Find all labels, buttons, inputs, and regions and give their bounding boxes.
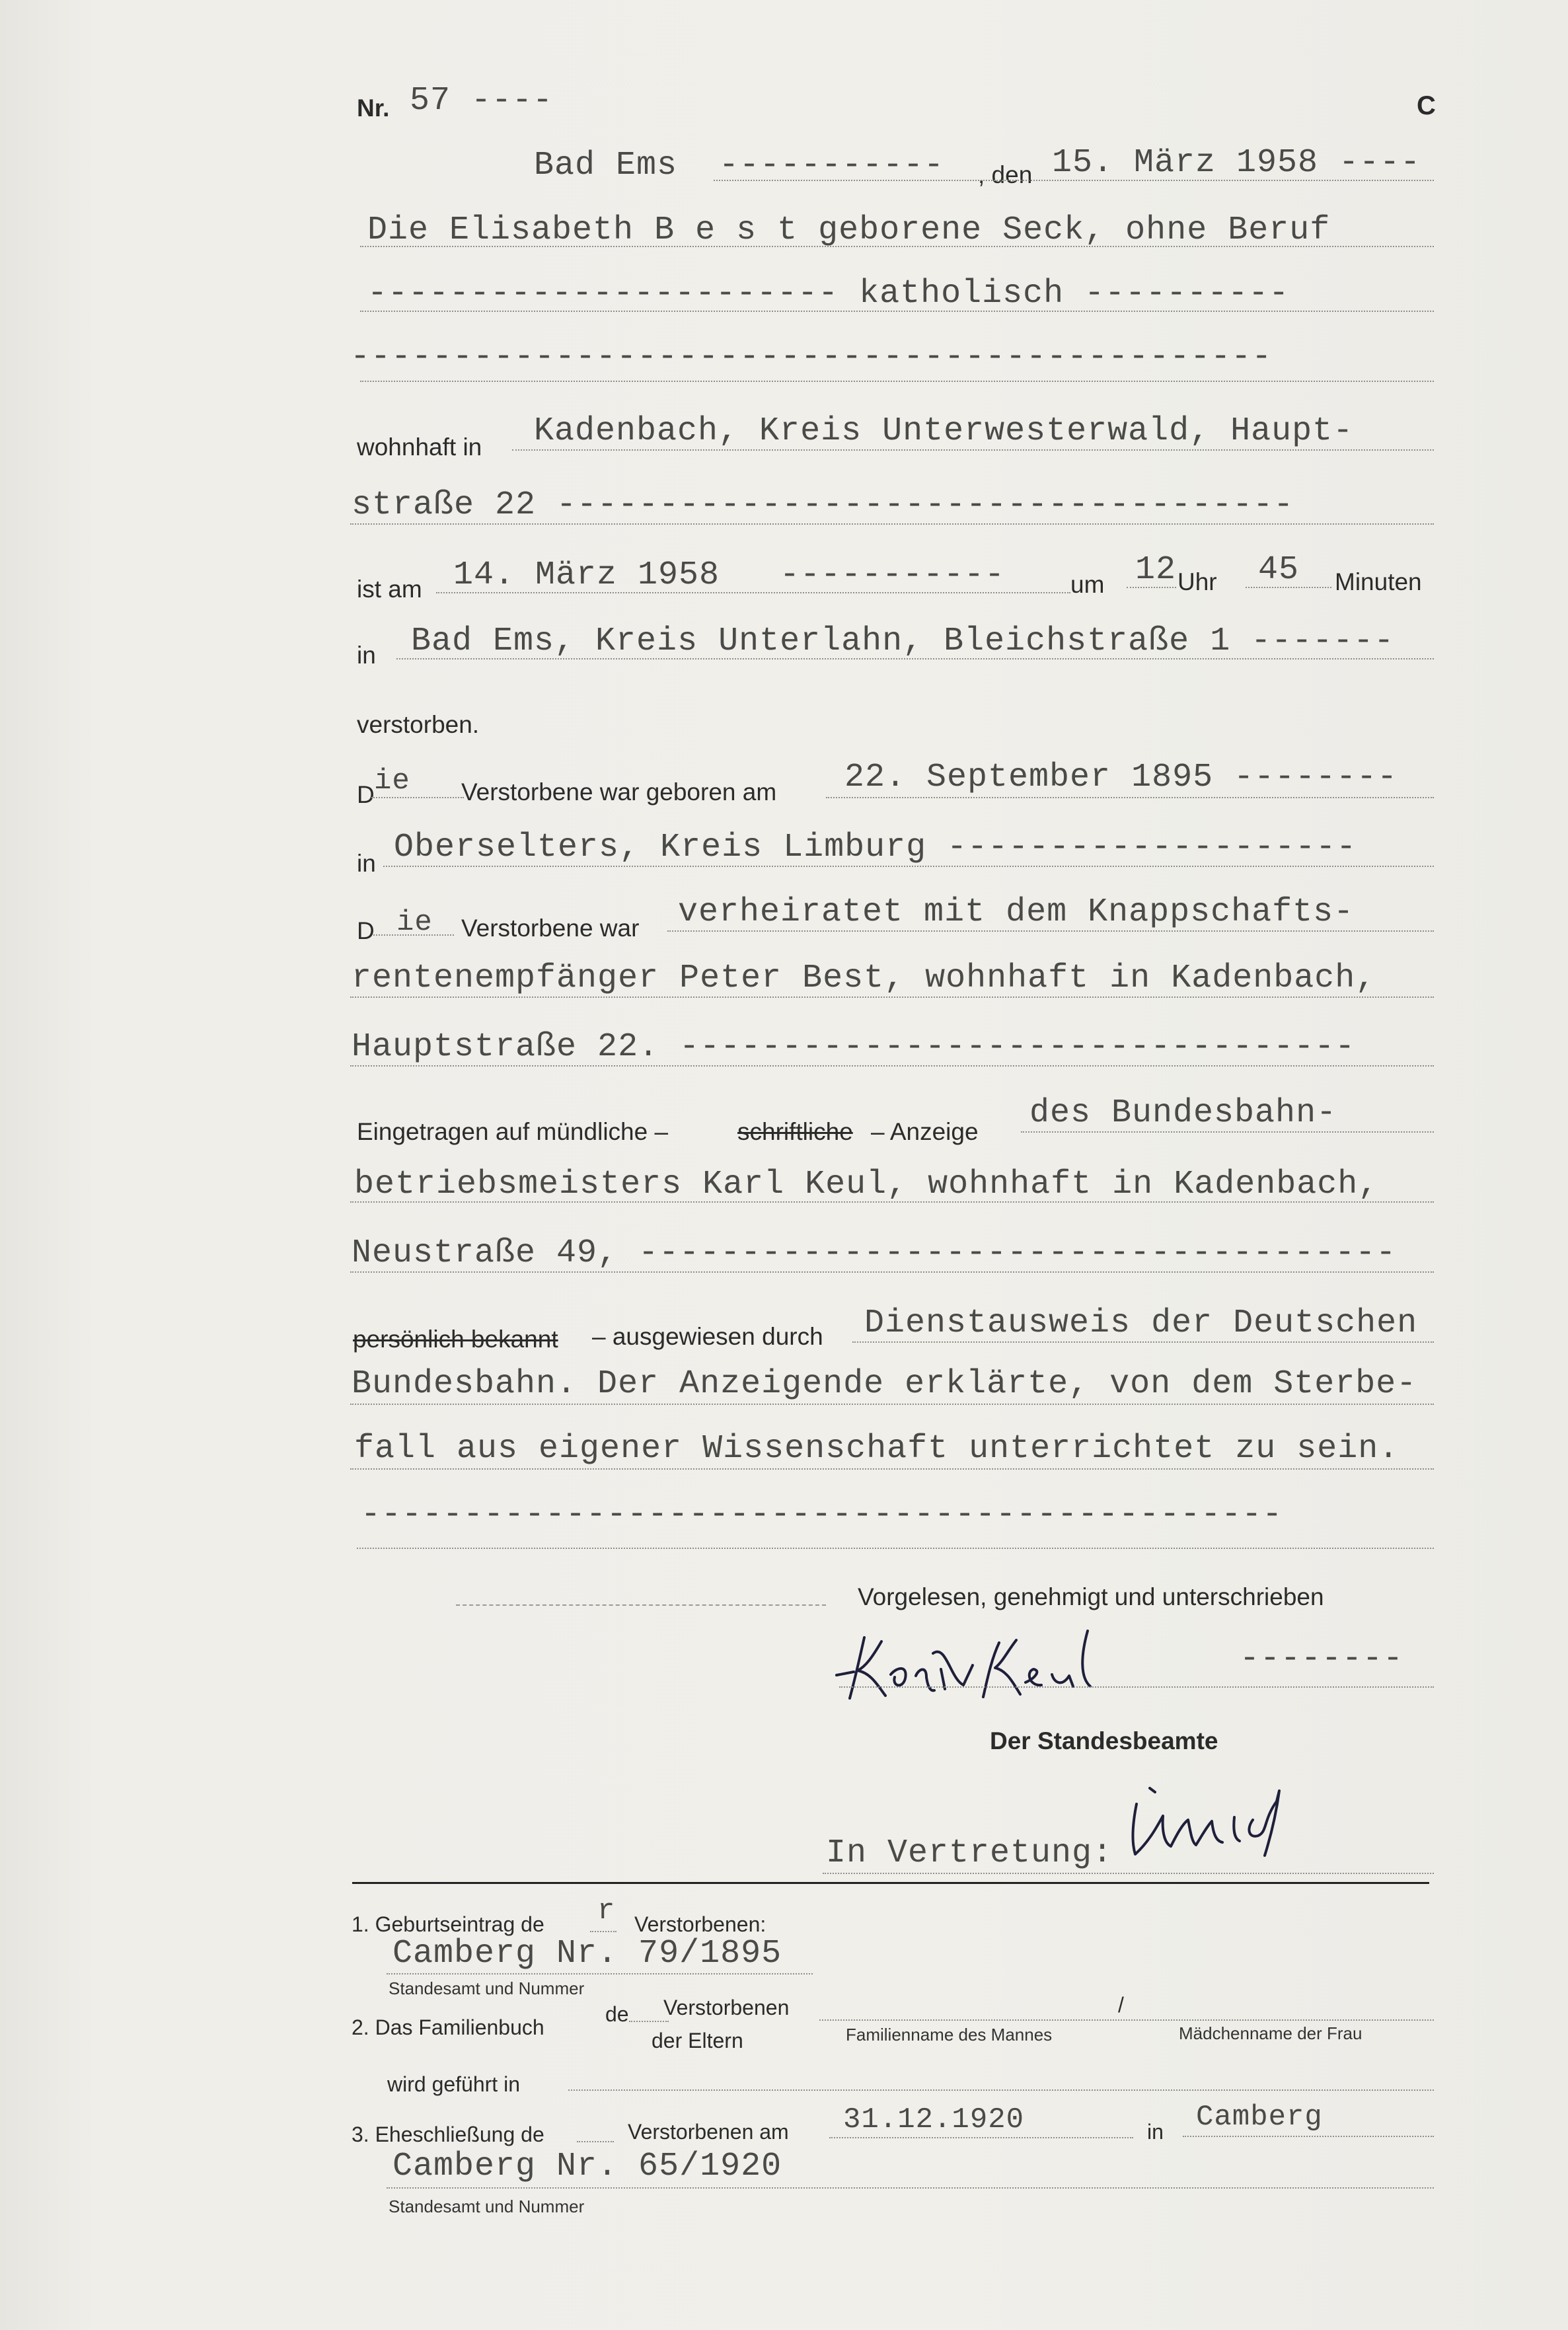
dotted-line xyxy=(387,2187,1434,2189)
dotted-line xyxy=(1127,587,1176,588)
footer-item3-label: 3. Eheschließung de xyxy=(352,2123,544,2146)
footer-item2-de: de xyxy=(605,2002,629,2026)
marriage-text-1: verheiratet mit dem Knappschafts- xyxy=(678,893,1355,931)
marriage-d-label: D xyxy=(357,917,375,944)
dotted-line xyxy=(1021,1131,1434,1133)
footer-item3-date: 31.12.1920 xyxy=(843,2103,1025,2136)
dotted-line xyxy=(512,449,1434,451)
registration-label-1: Eingetragen auf mündliche – xyxy=(357,1118,669,1145)
birth-in-label: in xyxy=(357,850,376,877)
dotted-line xyxy=(357,1548,1434,1549)
footer-item1-suffix: Verstorbenen: xyxy=(634,1912,766,1936)
registrar-signature xyxy=(1123,1778,1348,1863)
birth-label: Verstorbene war geboren am xyxy=(461,778,777,806)
footer-item3-in: in xyxy=(1147,2120,1164,2144)
ist-am-label: ist am xyxy=(357,576,422,603)
marriage-ending: ie xyxy=(396,906,433,939)
dotted-line xyxy=(373,934,454,936)
nr-label: Nr. xyxy=(357,94,390,122)
marriage-label: Verstorbene war xyxy=(461,915,640,942)
address-line-1: Kadenbach, Kreis Unterwesterwald, Haupt- xyxy=(534,412,1354,450)
blank-line: --------------------------------------------- xyxy=(350,338,1273,376)
dotted-line xyxy=(819,2019,1434,2021)
marriage-text-3: Hauptstraße 22. --------------------------------- xyxy=(352,1028,1356,1066)
footer-item2-frau: Mädchenname der Frau xyxy=(1179,2023,1363,2043)
death-minute: 45 xyxy=(1258,551,1300,589)
dotted-line xyxy=(387,1973,813,1974)
footer-item1-value: Camberg Nr. 79/1895 xyxy=(392,1935,782,1973)
registration-text-1: des Bundesbahn- xyxy=(1029,1094,1337,1132)
dotted-line xyxy=(714,180,1434,181)
religion-line: ----------------------- katholisch ---------- xyxy=(367,275,1290,313)
dotted-line xyxy=(568,2089,1434,2091)
identification-text-3: fall aus eigener Wissenschaft unterrichtet zu sein. xyxy=(354,1430,1400,1468)
dotted-line xyxy=(350,1065,1434,1067)
footer-item2-slash: / xyxy=(1118,1993,1124,2017)
footer-item1-label: 1. Geburtseintrag de xyxy=(352,1912,544,1936)
dotted-line xyxy=(826,797,1434,798)
death-in-label: in xyxy=(357,642,376,669)
dotted-line xyxy=(823,1873,1434,1874)
verstorben-label: verstorben. xyxy=(357,711,480,738)
dotted-line xyxy=(839,1686,1434,1688)
wohnhaft-label: wohnhaft in xyxy=(357,433,482,461)
footer-item2-eltern: der Eltern xyxy=(652,2029,743,2052)
faint-dash-line xyxy=(456,1604,826,1606)
registration-label-2: – Anzeige xyxy=(871,1118,979,1145)
dotted-line xyxy=(350,996,1434,998)
registration-label-struck: schriftliche xyxy=(737,1118,853,1145)
footer-item3-label2: Verstorbenen am xyxy=(628,2120,789,2144)
dotted-line xyxy=(371,797,464,798)
footer-item1-ending: r xyxy=(597,1895,616,1928)
death-date: 14. März 1958 xyxy=(453,556,720,594)
place-dashes: ----------- xyxy=(719,147,945,184)
registration-text-3: Neustraße 49, ------------------------------------- xyxy=(352,1234,1397,1272)
dotted-line xyxy=(360,246,1434,247)
dotted-line xyxy=(350,1468,1434,1470)
signature-dashes: -------- xyxy=(1240,1640,1404,1678)
identification-label-struck: persönlich bekannt xyxy=(353,1326,558,1353)
dotted-line xyxy=(590,1931,616,1932)
informant-signature xyxy=(834,1626,1164,1705)
corner-mark: C xyxy=(1417,91,1436,120)
footer-item2-label: 2. Das Familienbuch xyxy=(352,2015,544,2039)
identification-label: – ausgewiesen durch xyxy=(592,1323,823,1350)
dotted-line xyxy=(350,1201,1434,1203)
birth-ending: ie xyxy=(374,765,410,798)
identification-text-4: --------------------------------------------- xyxy=(361,1496,1283,1534)
den-label: , den xyxy=(978,161,1033,188)
dotted-line xyxy=(852,1341,1434,1343)
registration-text-2: betriebsmeisters Karl Keul, wohnhaft in Kadenbach, xyxy=(354,1166,1379,1203)
dotted-line xyxy=(350,1404,1434,1405)
identification-text-1: Dienstausweis der Deutschen xyxy=(864,1304,1418,1342)
marriage-text-2: rentenempfänger Peter Best, wohnhaft in Kadenbach, xyxy=(352,959,1376,997)
dotted-line xyxy=(396,658,1434,659)
address-line-2: straße 22 ------------------------------------ xyxy=(352,486,1294,524)
dotted-line xyxy=(667,930,1434,932)
footer-item3-value: Camberg Nr. 65/1920 xyxy=(392,2148,782,2185)
footer-item3-caption: Standesamt und Nummer xyxy=(389,2197,585,2216)
deceased-name: Die Elisabeth B e s t geborene Seck, ohne Beruf xyxy=(367,211,1331,249)
identification-text-2: Bundesbahn. Der Anzeigende erklärte, von dem Sterbe- xyxy=(352,1365,1417,1403)
minuten-label: Minuten xyxy=(1335,568,1422,595)
dotted-line xyxy=(1183,2136,1434,2137)
footer-item2-wird: wird geführt in xyxy=(387,2072,520,2096)
birth-place: Oberselters, Kreis Limburg -------------------- xyxy=(394,829,1357,866)
death-hour: 12 xyxy=(1135,551,1177,589)
dotted-line xyxy=(436,592,1070,593)
dotted-line xyxy=(360,381,1434,382)
footer-item1-caption: Standesamt und Nummer xyxy=(389,1978,585,1998)
document-date: 15. März 1958 ---- xyxy=(1052,144,1421,182)
um-label: um xyxy=(1070,571,1105,598)
standesbeamte-label: Der Standesbeamte xyxy=(990,1727,1218,1754)
dotted-line xyxy=(629,2021,669,2022)
dotted-line xyxy=(350,1271,1434,1273)
uhr-label: Uhr xyxy=(1177,568,1217,595)
place-text: Bad Ems xyxy=(534,147,678,184)
nr-value: 57 ---- xyxy=(410,82,554,120)
death-place: Bad Ems, Kreis Unterlahn, Bleichstraße 1 ------- xyxy=(411,622,1395,660)
dotted-line xyxy=(350,523,1434,525)
death-dashes: ----------- xyxy=(780,556,1006,594)
footer-item3-place: Camberg xyxy=(1196,2101,1323,2134)
dotted-line xyxy=(829,2137,1133,2138)
birth-d-label: D xyxy=(357,781,375,808)
vertretung-text: In Vertretung: xyxy=(826,1834,1113,1872)
dotted-line xyxy=(577,2141,614,2142)
footer-item2-mann: Familienname des Mannes xyxy=(846,2025,1053,2045)
dotted-line xyxy=(360,311,1434,312)
birth-date: 22. September 1895 -------- xyxy=(844,759,1398,796)
dotted-line xyxy=(383,866,1434,867)
dotted-line xyxy=(1246,587,1331,588)
footer-divider xyxy=(352,1882,1429,1884)
footer-item2-verstorbenen: Verstorbenen xyxy=(663,1996,790,2019)
read-approved-label: Vorgelesen, genehmigt und unterschrieben xyxy=(858,1583,1324,1610)
